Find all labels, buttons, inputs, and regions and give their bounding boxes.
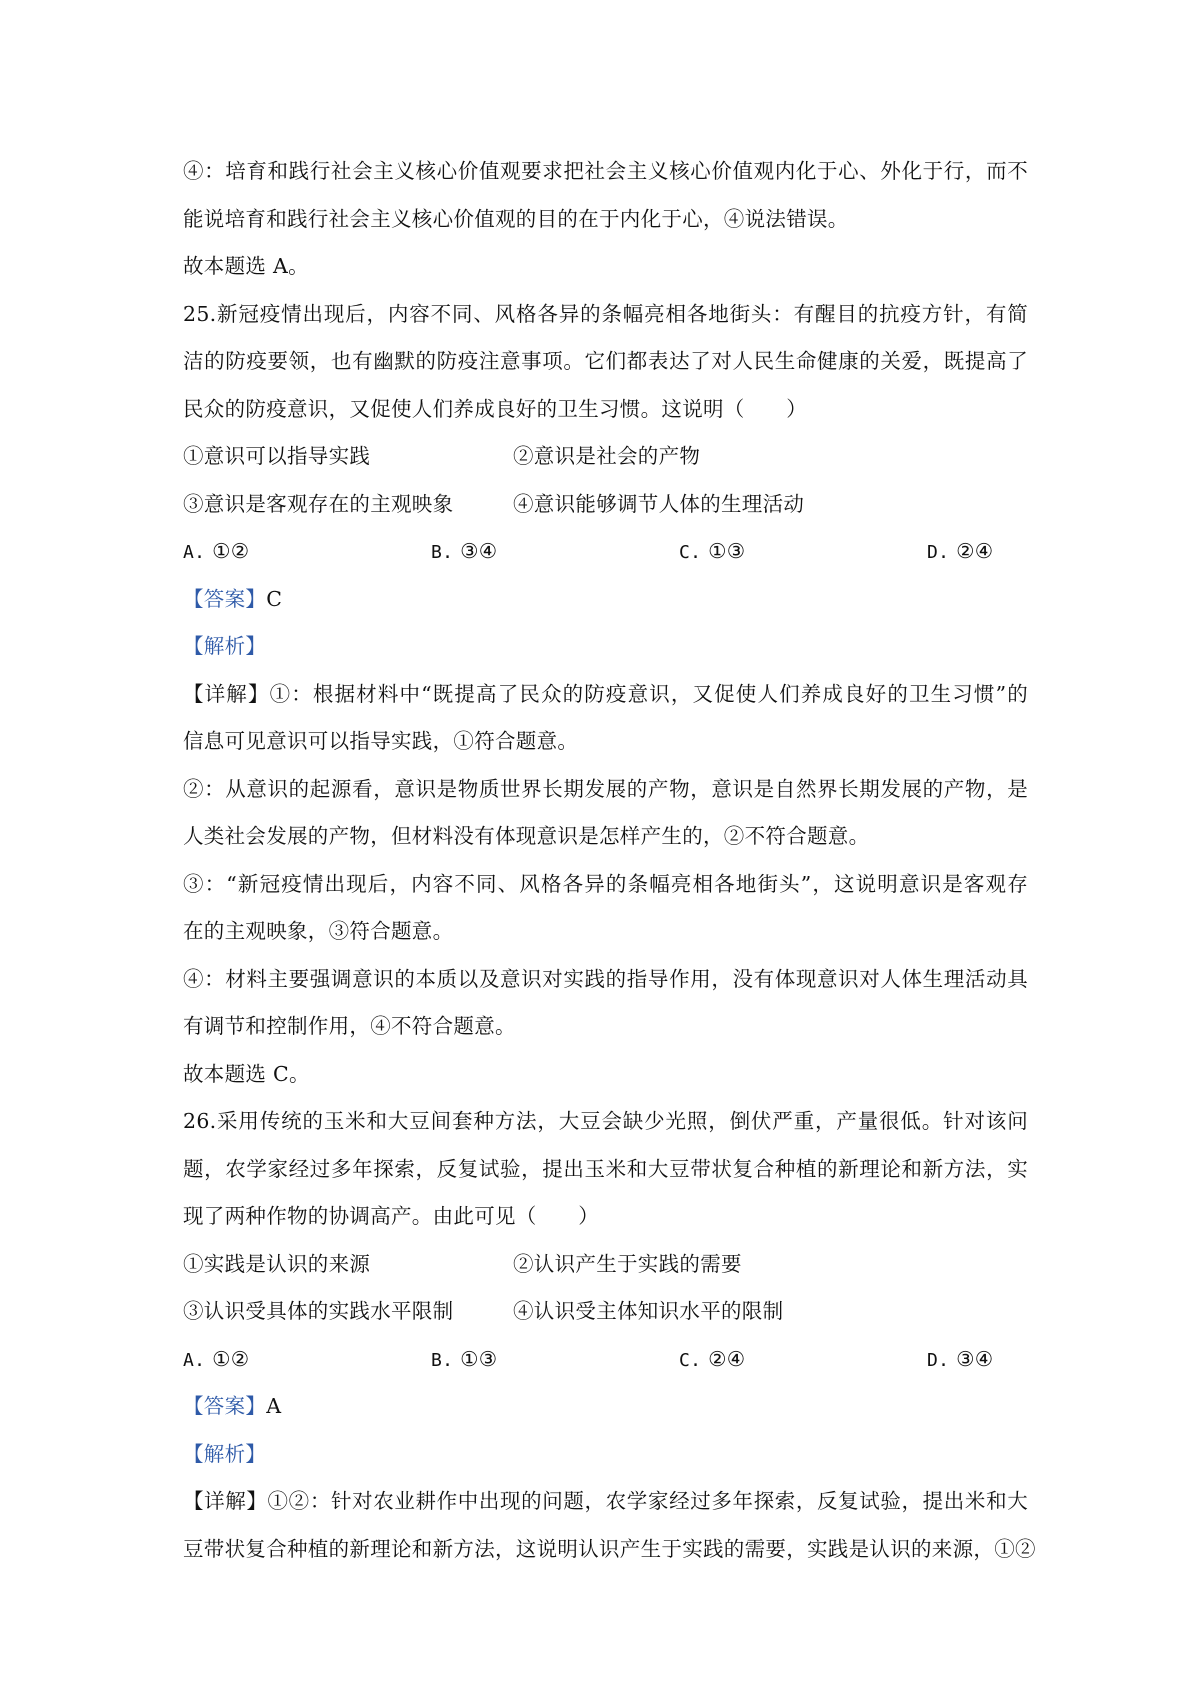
q25-statement: ①意识可以指导实践: [183, 444, 371, 468]
q25-analysis-heading: [183, 623, 1028, 671]
detail-tag: 【详解】: [183, 1489, 268, 1513]
answer-tag: 【答案】: [183, 1394, 267, 1418]
q25-option-b: [431, 528, 679, 576]
option-text: ①②: [212, 539, 250, 563]
q25-explanation-line: ②：从意识的起源看，意识是物质世界长期发展的产物，意识是自然界长期发展的产物，是: [183, 776, 1028, 801]
q25-stem-line: 25.新冠疫情出现后，内容不同、风格各异的条幅亮相各地街头：有醒目的抗疫方针，有简: [183, 301, 1028, 326]
q24-explanation-line: 能说培育和践行社会主义核心价值观的目的在于内化于心，④说法错误。: [183, 206, 849, 231]
q25-explanation-line: ④：材料主要强调意识的本质以及意识对实践的指导作用，没有体现意识对人体生理活动具: [183, 966, 1028, 991]
q26-option-a: [183, 1336, 431, 1384]
explanation-text: ①②：针对农业耕作中出现的问题，农学家经过多年探索，反复试验，提出米和大: [267, 1489, 1028, 1513]
option-letter: C.: [679, 1349, 702, 1371]
q25-option-d: [927, 528, 993, 576]
q26-explanation-line: 豆带状复合种植的新理论和新方法，这说明认识产生于实践的需要，实践是认识的来源，①②: [183, 1536, 1036, 1561]
q25-stem-line: 民众的防疫意识，又促使人们养成良好的卫生习惯。这说明（ ）: [183, 396, 807, 421]
q25-explanation-line: 人类社会发展的产物，但材料没有体现意识是怎样产生的，②不符合题意。: [183, 824, 870, 848]
option-text: ①③: [460, 1346, 498, 1371]
detail-tag: 【详解】: [183, 681, 270, 706]
q25-explanation-line: [183, 671, 1028, 719]
q25-explanation-line: ③：“新冠疫情出现后，内容不同、风格各异的条幅亮相各地街头”，这说明意识是客观存: [183, 871, 1028, 896]
q25-option-c: [679, 528, 927, 576]
q26-statements-row: [183, 1241, 1028, 1289]
answer-tag: 【答案】: [183, 586, 267, 611]
page-content: [183, 148, 1036, 1573]
q25-explanation-line: 在的主观映象，③符合题意。: [183, 919, 454, 943]
option-letter: B.: [431, 1349, 454, 1371]
q25-statement: ③意识是客观存在的主观映象: [183, 491, 454, 516]
q26-statements-row: [183, 1288, 1028, 1336]
q26-options-row: [183, 1336, 1028, 1384]
q25-statements-row: [183, 481, 1028, 529]
option-text: ③④: [460, 539, 498, 563]
q26-answer: [183, 1383, 1028, 1431]
q26-analysis-heading: [183, 1431, 1028, 1479]
q25-statement: ②意识是社会的产物: [513, 444, 701, 468]
q25-explanation-line: 信息可见意识可以指导实践，①符合题意。: [183, 729, 579, 753]
q26-explanation-line: [183, 1478, 1028, 1526]
q26-stem-line: 现了两种作物的协调高产。由此可见（ ）: [183, 1204, 599, 1228]
q26-option-d: [927, 1336, 993, 1384]
option-text: ③④: [956, 1346, 994, 1371]
q24-explanation-line: ④：培育和践行社会主义核心价值观要求把社会主义核心价值观内化于心、外化于行，而不: [183, 159, 1028, 183]
analysis-tag: 【解析】: [183, 634, 267, 658]
option-text: ②④: [956, 539, 994, 563]
q25-answer: [183, 576, 1028, 624]
analysis-tag: 【解析】: [183, 1441, 267, 1466]
q25-stem-line: 洁的防疫要领，也有幽默的防疫注意事项。它们都表达了对人民生命健康的关爱，既提高了: [183, 349, 1028, 373]
option-letter: D.: [927, 542, 950, 563]
q25-statement: ④意识能够调节人体的生理活动: [513, 491, 805, 516]
q25-option-a: [183, 528, 431, 576]
q26-stem-line: 26.采用传统的玉米和大豆间套种方法，大豆会缺少光照，倒伏严重，产量很低。针对该问: [183, 1109, 1028, 1133]
q25-options-row: [183, 528, 1028, 576]
q24-conclusion: 故本题选 A。: [183, 254, 309, 278]
option-letter: D.: [927, 1349, 950, 1371]
option-letter: A.: [183, 542, 206, 563]
q26-statement: ①实践是认识的来源: [183, 1251, 371, 1276]
q26-option-c: [679, 1336, 927, 1384]
option-text: ①③: [708, 539, 746, 563]
option-text: ②④: [708, 1346, 746, 1371]
q26-statement: ③认识受具体的实践水平限制: [183, 1299, 454, 1323]
q25-conclusion: 故本题选 C。: [183, 1061, 310, 1086]
answer-value: A: [266, 1394, 282, 1418]
explanation-text: ①：根据材料中“既提高了民众的防疫意识，又促使人们养成良好的卫生习惯”的: [269, 681, 1028, 706]
q25-statements-row: [183, 433, 1028, 481]
q26-option-b: [431, 1336, 679, 1384]
option-letter: A.: [183, 1349, 206, 1371]
option-letter: C.: [679, 542, 702, 563]
q26-stem-line: 题，农学家经过多年探索，反复试验，提出玉米和大豆带状复合种植的新理论和新方法，实: [183, 1156, 1028, 1181]
answer-value: C: [266, 586, 283, 611]
q26-statement: ②认识产生于实践的需要: [513, 1251, 742, 1276]
option-text: ①②: [212, 1346, 250, 1371]
q25-explanation-line: 有调节和控制作用，④不符合题意。: [183, 1014, 516, 1038]
option-letter: B.: [431, 542, 454, 563]
q26-statement: ④认识受主体知识水平的限制: [513, 1299, 784, 1323]
